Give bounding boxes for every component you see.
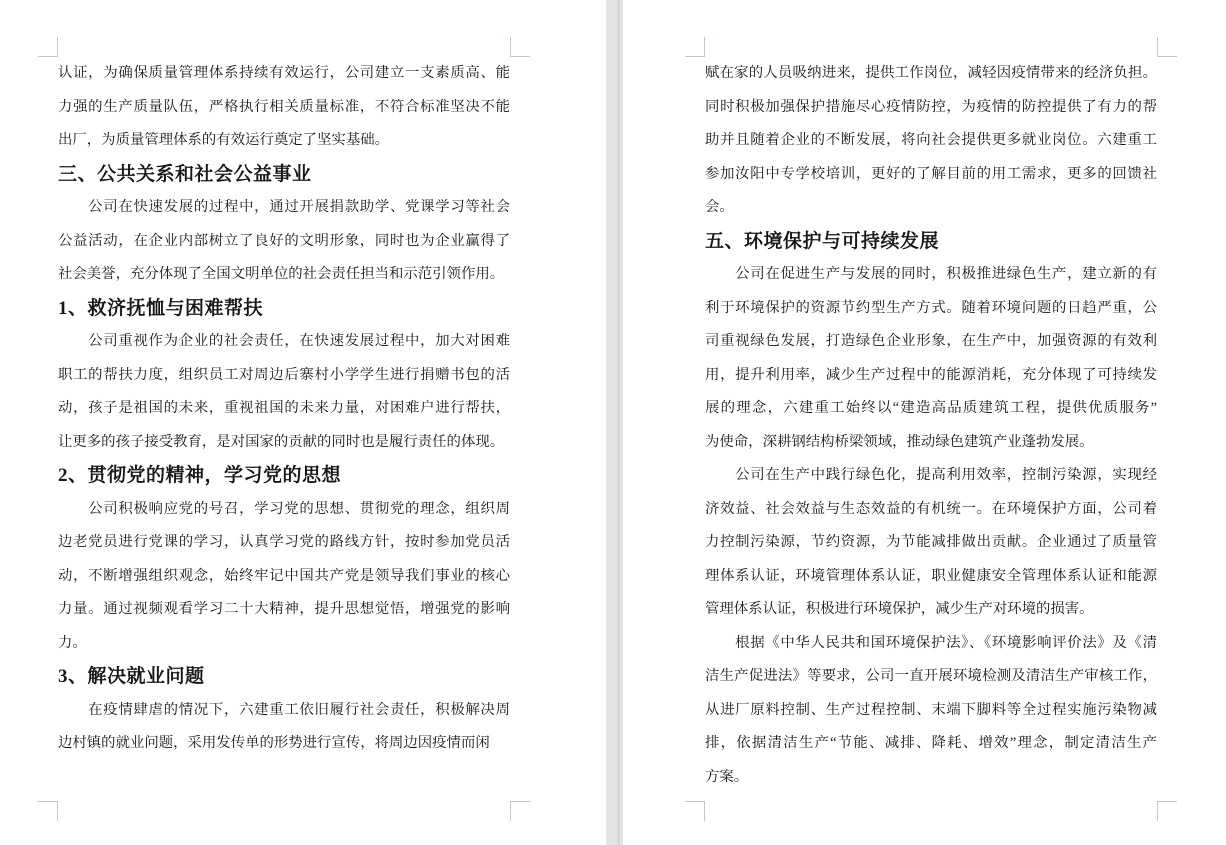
text-line[interactable]: 为使命，深耕钢结构桥梁领域，推动绿色建筑产业蓬勃发展。	[705, 433, 1094, 450]
heading-block[interactable]	[705, 225, 1157, 259]
text-line[interactable]: 力。	[58, 634, 87, 651]
text-line[interactable]: 利于环境保护的资源节约型生产方式。随着环境问题的日趋严重，公	[705, 299, 1157, 316]
text-line[interactable]: 边村镇的就业问题，采用发传单的形势进行宣传，将周边因疫情而闲	[58, 735, 490, 751]
text-line[interactable]: 方案。	[705, 768, 749, 785]
text-line[interactable]: 认证，为确保质量管理体系持续有效运行，公司建立一支素质高、能	[58, 65, 510, 81]
page-left[interactable]	[0, 0, 606, 845]
text-line[interactable]: 公司积极响应党的号召，学习党的思想、贯彻党的理念，组织周	[58, 500, 510, 517]
text-line[interactable]: 出厂，为质量管理体系的有效运行奠定了坚实基础。	[58, 132, 389, 148]
text-line[interactable]: 赋在家的人员吸纳进来，提供工作岗位，减轻因疫情带来的经济负担。	[705, 65, 1157, 81]
text-line[interactable]: 动，孩子是祖国的未来，重视祖国的未来力量，对困难户进行帮扶，	[58, 400, 510, 416]
text-line[interactable]: 理体系认证，环境管理体系认证，职业健康安全管理体系认证和能源	[705, 567, 1157, 584]
text-line[interactable]: 在疫情肆虐的情况下，六建重工依旧履行社会责任，积极解决周	[58, 701, 510, 718]
paragraph-block[interactable]	[705, 459, 1157, 627]
text-line[interactable]: 力强的生产质量队伍，严格执行相关质量标准，不符合标准坚决不能	[58, 98, 510, 115]
heading-block[interactable]	[58, 158, 510, 192]
text-line[interactable]: 让更多的孩子接受教育，是对国家的贡献的同时也是履行责任的体现。	[58, 433, 505, 450]
crop-mark-bottom-left	[685, 801, 705, 821]
text-line[interactable]: 济效益、社会效益与生态效益的有机统一。在环境保护方面，公司着	[705, 500, 1157, 517]
crop-mark-top-left	[38, 37, 58, 57]
heading-block[interactable]	[58, 660, 510, 694]
text-line[interactable]: 会。	[705, 199, 734, 215]
text-line[interactable]: 从进厂原料控制、生产过程控制、末端下脚料等全过程实施污染物减	[705, 701, 1157, 718]
text-line[interactable]: 参加汝阳中专学校培训，更好的了解目前的用工需求，更多的回馈社	[705, 165, 1157, 182]
text-line[interactable]: 动，不断增强组织观念，始终牢记中国共产党是领导我们事业的核心	[58, 567, 510, 584]
crop-mark-top-right	[510, 37, 530, 57]
paragraph-block[interactable]	[58, 325, 510, 459]
text-line[interactable]: 社会美誉，充分体现了全国文明单位的社会责任担当和示范引领作用。	[58, 266, 505, 282]
page-text-area[interactable]	[58, 57, 510, 761]
crop-mark-top-left	[685, 37, 705, 57]
text-line[interactable]: 用，提升利用率，减少生产过程中的能源消耗，充分体现了可持续发	[705, 366, 1157, 383]
text-line[interactable]: 管理体系认证，积极进行环境保护，减少生产对环境的损害。	[705, 601, 1094, 617]
paragraph-block[interactable]	[58, 191, 510, 292]
page-right[interactable]	[623, 0, 1226, 845]
text-line[interactable]: 同时积极加强保护措施尽心疫情防控，为疫情的防控提供了有力的帮	[705, 98, 1157, 115]
heading-line[interactable]: 2、贯彻党的精神，学习党的思想	[58, 465, 342, 486]
paragraph-block[interactable]	[58, 694, 510, 761]
page-gutter-divider	[606, 0, 623, 845]
heading-line[interactable]: 3、解决就业问题	[58, 666, 205, 687]
text-line[interactable]: 司重视绿色发展，打造绿色企业形象，在生产中，加强资源的有效利	[705, 333, 1157, 349]
text-line[interactable]: 职工的帮扶力度，组织员工对周边后寨村小学学生进行捐赠书包的活	[58, 366, 510, 383]
text-line[interactable]: 公司在快速发展的过程中，通过开展捐款助学、党课学习等社会	[58, 199, 510, 215]
text-line[interactable]: 公司在生产中践行绿色化，提高利用效率，控制污染源，实现经	[705, 467, 1157, 483]
text-line[interactable]: 力量。通过视频观看学习二十大精神，提升思想觉悟，增强党的影响	[58, 601, 510, 617]
paragraph-block[interactable]	[58, 493, 510, 661]
crop-mark-bottom-left	[38, 801, 58, 821]
heading-block[interactable]	[58, 292, 510, 326]
text-line[interactable]: 公司在促进生产与发展的同时，积极推进绿色生产，建立新的有	[705, 266, 1157, 282]
text-line[interactable]: 排，依据清洁生产“节能、减排、降耗、增效”理念，制定清洁生产	[705, 735, 1157, 751]
heading-line[interactable]: 五、环境保护与可持续发展	[705, 230, 940, 252]
text-line[interactable]: 展的理念，六建重工始终以“建造高品质建筑工程，提供优质服务”	[705, 400, 1157, 416]
text-line[interactable]: 公益活动，在企业内部树立了良好的文明形象，同时也为企业赢得了	[58, 232, 510, 249]
text-line[interactable]: 助并且随着企业的不断发展，将向社会提供更多就业岗位。六建重工	[705, 132, 1157, 148]
paragraph-block[interactable]	[705, 258, 1157, 459]
paragraph-block[interactable]	[58, 57, 510, 158]
crop-mark-bottom-right	[510, 801, 530, 821]
paragraph-block[interactable]	[705, 57, 1157, 225]
heading-line[interactable]: 三、公共关系和社会公益事业	[58, 163, 312, 185]
text-line[interactable]: 洁生产促进法》等要求，公司一直开展环境检测及清洁生产审核工作，	[705, 668, 1157, 684]
paragraph-block[interactable]	[705, 627, 1157, 795]
heading-line[interactable]: 1、救济抚恤与困难帮扶	[58, 297, 264, 319]
text-line[interactable]: 根据《中华人民共和国环境保护法》、《环境影响评价法》及《清	[705, 634, 1157, 651]
crop-mark-bottom-right	[1157, 801, 1177, 821]
text-line[interactable]: 公司重视作为企业的社会责任，在快速发展过程中，加大对困难	[58, 333, 510, 349]
page-gutter-shadow	[617, 0, 620, 845]
heading-block[interactable]	[58, 459, 510, 493]
crop-mark-top-right	[1157, 37, 1177, 57]
text-line[interactable]: 力控制污染源，节约资源，为节能减排做出贡献。企业通过了质量管	[705, 534, 1157, 550]
text-line[interactable]: 边老党员进行党课的学习，认真学习党的路线方针，按时参加党员活	[58, 534, 510, 550]
page-text-area[interactable]	[705, 57, 1157, 794]
